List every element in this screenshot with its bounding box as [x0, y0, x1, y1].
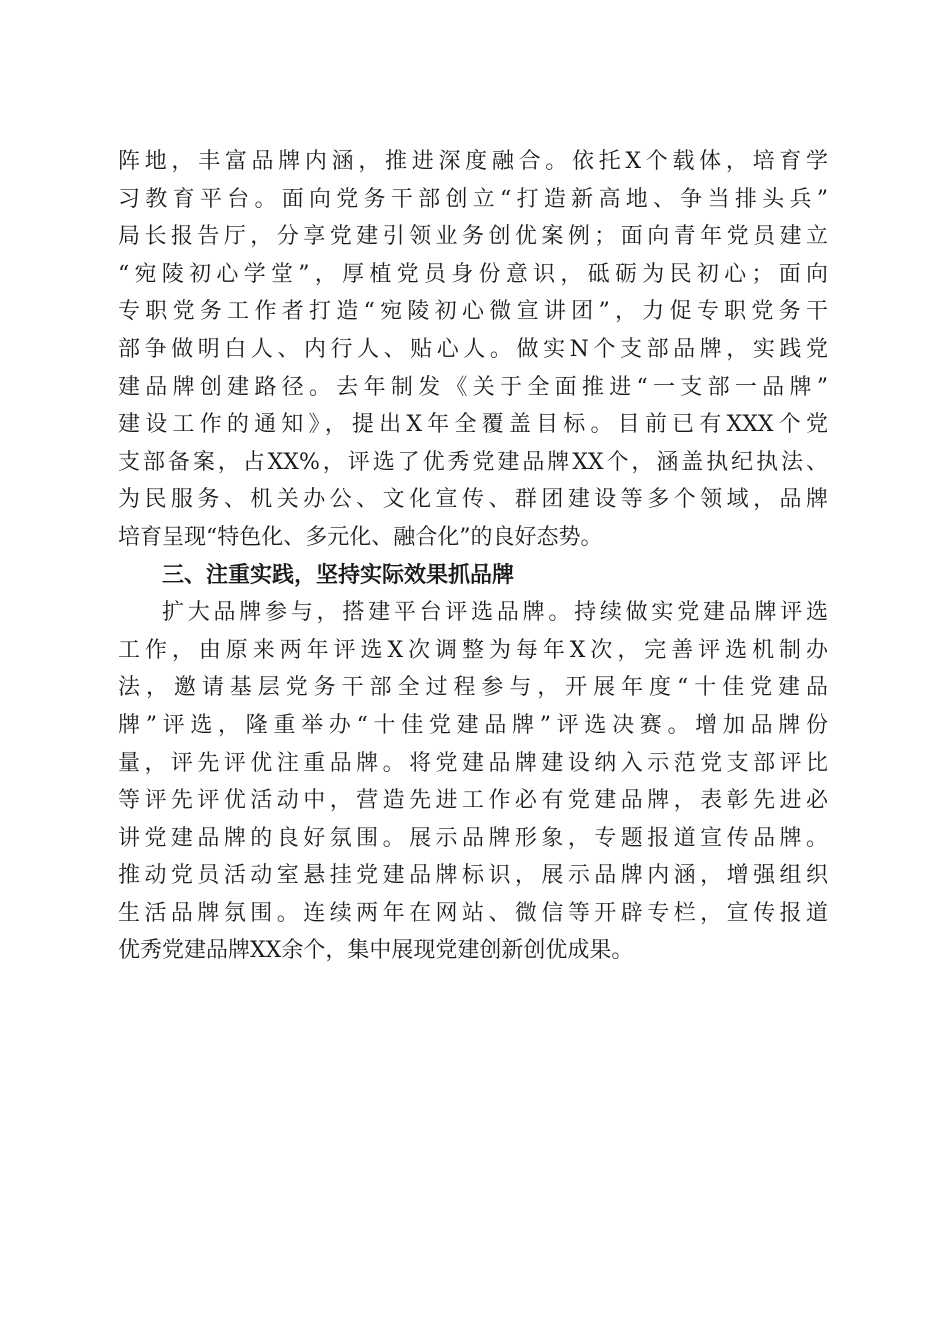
text-line: 建品牌创建路径。去年制发《关于全面推进“一支部一品牌” — [118, 374, 828, 400]
document-body — [118, 143, 828, 970]
text-line: 等评先评优活动中，营造先进工作必有党建品牌，表彰先进必 — [118, 788, 828, 814]
section-heading: 三、注重实践，坚持实际效果抓品牌 — [162, 562, 515, 588]
text-line: 为民服务、机关办公、文化宣传、群团建设等多个领域，品牌 — [118, 487, 828, 513]
text-line: 推动党员活动室悬挂党建品牌标识，展示品牌内涵，增强组织 — [118, 863, 828, 889]
paragraph-brand-building — [118, 143, 828, 557]
text-line: 生活品牌氛围。连续两年在网站、微信等开辟专栏，宣传报道 — [118, 900, 828, 926]
text-line: 建设工作的通知》，提出X年全覆盖目标。目前已有XXX个党 — [118, 412, 828, 438]
text-line: 讲党建品牌的良好氛围。展示品牌形象，专题报道宣传品牌。 — [118, 825, 828, 851]
text-line: 培育呈现“特色化、多元化、融合化”的良好态势。 — [118, 524, 603, 550]
text-line: 量，评先评优注重品牌。将党建品牌建设纳入示范党支部评比 — [118, 750, 828, 776]
text-line: 法，邀请基层党务干部全过程参与，开展年度“十佳党建品 — [118, 675, 828, 701]
text-line: 习教育平台。面向党务干部创立“打造新高地、争当排头兵” — [118, 186, 828, 212]
text-line: “宛陵初心学堂”，厚植党员身份意识，砥砺为民初心；面向 — [118, 261, 828, 287]
text-line: 优秀党建品牌XX余个，集中展现党建创新创优成果。 — [118, 938, 634, 964]
paragraph-practice — [118, 594, 828, 970]
text-line: 专职党务工作者打造“宛陵初心微宣讲团”，力促专职党务干 — [118, 299, 828, 325]
text-line: 阵地，丰富品牌内涵，推进深度融合。依托X个载体，培育学 — [118, 149, 828, 174]
text-line: 牌”评选，隆重举办“十佳党建品牌”评选决赛。增加品牌份 — [118, 712, 828, 738]
text-line: 支部备案，占XX%，评选了优秀党建品牌XX个，涵盖执纪执法、 — [118, 449, 828, 475]
text-line: 部争做明白人、内行人、贴心人。做实N个支部品牌，实践党 — [118, 336, 828, 362]
text-line: 扩大品牌参与，搭建平台评选品牌。持续做实党建品牌评选 — [162, 600, 828, 626]
text-line: 工作，由原来两年评选X次调整为每年X次，完善评选机制办 — [118, 637, 828, 663]
text-line: 局长报告厅，分享党建引领业务创优案例；面向青年党员建立 — [118, 224, 828, 250]
